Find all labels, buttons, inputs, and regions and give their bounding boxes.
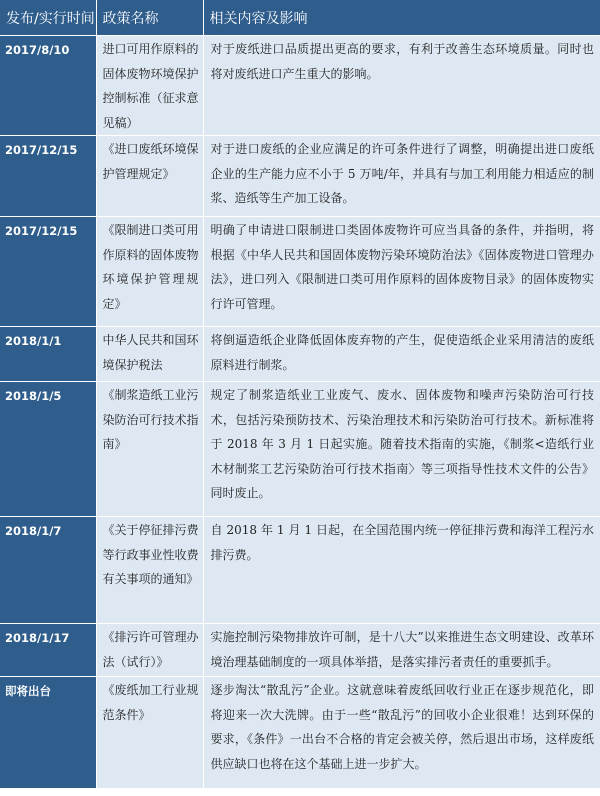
- table-row: [0, 217, 600, 327]
- row-description: 对于进口废纸的企业应满足的许可条件进行了调整，明确提出进口废纸企业的生产能力应不小于 5 万吨/年，并具有与加工利用能力相适应的制浆、造纸等生产加工设备。: [203, 136, 600, 217]
- row-policy-name: 《排污许可管理办法（试行）》: [96, 624, 203, 677]
- row-description: 对于废纸进口品质提出更高的要求，有利于改善生态环境质量。同时也将对废纸进口产生重大的影响。: [203, 36, 600, 136]
- row-policy-name: 《关于停征排污费等行政事业性收费有关事项的通知》: [96, 517, 203, 624]
- row-date: 2017/12/15: [0, 217, 96, 327]
- row-description: 自 2018 年 1 月 1 日起，在全国范围内统一停征排污费和海洋工程污水排污费。: [203, 517, 600, 624]
- header-row: [0, 0, 600, 36]
- table-row: [0, 36, 600, 136]
- table-row: [0, 327, 600, 382]
- row-policy-name: 《废纸加工行业规范条件》: [96, 677, 203, 789]
- row-description: 逐步淘汰“散乱污”企业。这就意味着废纸回收行业正在逐步规范化，即将迎来一次大洗牌。由于一些“散乱污”的回收小企业很难！达到环保的要求，《条件》一出台不合格的肯定会被关停，然后退出市场，这样废纸供应缺口也将在这个基础上进一步扩大。: [203, 677, 600, 789]
- table-row: [0, 517, 600, 624]
- row-policy-name: 中华人民共和国环境保护税法: [96, 327, 203, 382]
- table-row: [0, 382, 600, 517]
- row-date: 2018/1/5: [0, 382, 96, 517]
- row-description: 实施控制污染物排放许可制，是十八大”以来推进生态文明建设、改革环境治理基础制度的一项具体举措，是落实排污者责任的重要抓手。: [203, 624, 600, 677]
- row-date: 2017/8/10: [0, 36, 96, 136]
- header-date: 发布/实行时间: [0, 0, 96, 36]
- header-policy-name: 政策名称: [96, 0, 203, 36]
- row-date: 2018/1/7: [0, 517, 96, 624]
- row-policy-name: 《限制进口类可用作原料的固体废物环境保护管理规定》: [96, 217, 203, 327]
- row-description: 规定了制浆造纸业工业废气、废水、固体废物和噪声污染防治可行技术，包括污染预防技术、污染治理技术和污染防治可行技术。新标准将于 2018 年 3 月 1 日起实施。随着技术指南的实施，《制浆<造纸行业木材制浆工艺污染防治可行技术指南〉等三项指导性技术文件的公告》同时废止。: [203, 382, 600, 517]
- row-date: 即将出台: [0, 677, 96, 789]
- header-content: 相关内容及影响: [203, 0, 600, 36]
- table-row: [0, 677, 600, 789]
- row-policy-name: 《进口废纸环境保护管理规定》: [96, 136, 203, 217]
- row-description: 将倒逼造纸企业降低固体废弃物的产生，促使造纸企业采用清洁的废纸原料进行制浆。: [203, 327, 600, 382]
- row-policy-name: 进口可用作原料的固体废物环境保护控制标准（征求意见稿）: [96, 36, 203, 136]
- table-row: [0, 136, 600, 217]
- table-row: [0, 624, 600, 677]
- row-description: 明确了申请进口限制进口类固体废物许可应当具备的条件，并指明，将根据《中华人民共和国固体废物污染环境防治法》《固体废物进口管理办法》，进口列入《限制进口类可用作原料的固体废物目录》的固体废物实行许可管理。: [203, 217, 600, 327]
- row-policy-name: 《制浆造纸工业污染防治可行技术指南》: [96, 382, 203, 517]
- row-date: 2017/12/15: [0, 136, 96, 217]
- row-date: 2018/1/1: [0, 327, 96, 382]
- row-date: 2018/1/17: [0, 624, 96, 677]
